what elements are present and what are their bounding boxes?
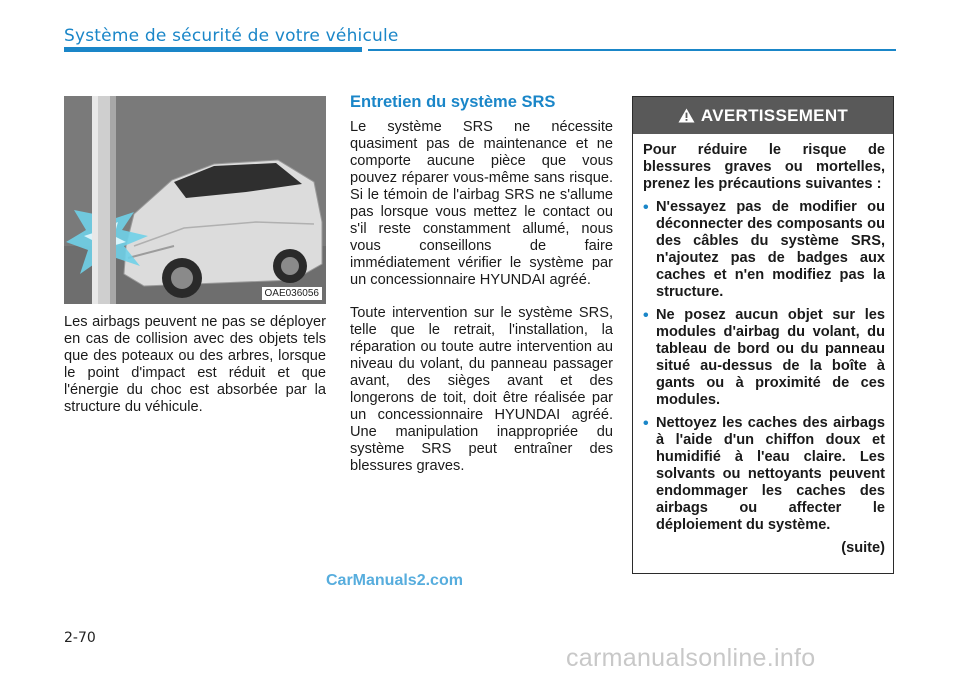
warning-box bbox=[632, 96, 894, 574]
watermark-carmanualsonline: carmanualsonline.info bbox=[566, 644, 816, 672]
warning-list bbox=[643, 199, 885, 534]
header-rule-thin bbox=[368, 49, 896, 51]
srs-maintenance-paragraph-2: Toute intervention sur le système SRS, telle que le retrait, l'installation, la réparation ou toute autre intervention au niveau du volant, du panneau passager avant, des sièges avant et des longerons de toit, doit être réalisée par un concessionnaire HYUNDAI agréé. Une manipulation inappropriée du système SRS peut entraîner des blessures graves. bbox=[350, 305, 613, 474]
collision-note-paragraph: Les airbags peuvent ne pas se déployer en cas de collision avec des objets tels que des poteaux ou des arbres, lorsque le point d'impact est réduit et que l'énergie du choc est absorbée par la structure du véhicule. bbox=[64, 314, 326, 415]
srs-maintenance-paragraph-1: Le système SRS ne nécessite quasiment pas de maintenance et ne comporte aucune pièce que vous pouvez réparer vous-même sans risque. Si le témoin de l'airbag SRS ne s'allume pas lorsque vous mettez le contact ou s'il reste constamment allumé, nous vous conseillons de faire immédiatement vérifier le système par un concessionnaire HYUNDAI agréé. bbox=[350, 119, 613, 288]
warning-title: AVERTISSEMENT bbox=[700, 105, 849, 125]
header-rule-thick bbox=[64, 47, 362, 52]
page-number: 2-70 bbox=[64, 630, 96, 646]
warning-list-item bbox=[643, 415, 885, 534]
srs-maintenance-heading: Entretien du système SRS bbox=[350, 93, 556, 111]
warning-item-text: N'essayez pas de modifier ou déconnecter des composants ou des câbles du système SRS, n'ajoutez pas de badges aux caches et n'en modifiez pas la structure. bbox=[656, 199, 885, 300]
warning-list-item bbox=[643, 199, 885, 301]
warning-continued-label: (suite) bbox=[841, 540, 885, 556]
warning-body bbox=[633, 134, 893, 557]
warning-intro: Pour réduire le risque de blessures graves ou mortelles, prenez les précautions suivantes : bbox=[643, 142, 885, 192]
warning-list-item bbox=[643, 307, 885, 409]
figure-reference-code: OAE036056 bbox=[262, 287, 323, 300]
bullet-dot-icon: • bbox=[643, 415, 649, 432]
illustration-car-pole-collision bbox=[64, 96, 326, 304]
section-header-title: Système de sécurité de votre véhicule bbox=[64, 26, 399, 46]
warning-header bbox=[633, 97, 893, 134]
warning-item-text: Nettoyez les caches des airbags à l'aide d'un chiffon doux et humidifié à l'eau claire. Les solvants ou nettoyants peuvent endommager les caches des airbags ou affecter le déploiement du système. bbox=[656, 415, 885, 533]
bullet-dot-icon: • bbox=[643, 199, 649, 216]
warning-triangle-icon bbox=[678, 108, 695, 123]
warning-item-text: Ne posez aucun objet sur les modules d'airbag du volant, du tableau de bord ou du panneau situé au-dessus de la boîte à gants ou à proximité de ces modules. bbox=[656, 307, 885, 408]
bullet-dot-icon: • bbox=[643, 307, 649, 324]
car-pole-illustration bbox=[64, 96, 326, 304]
watermark-carmanuals2: CarManuals2.com bbox=[326, 572, 463, 589]
